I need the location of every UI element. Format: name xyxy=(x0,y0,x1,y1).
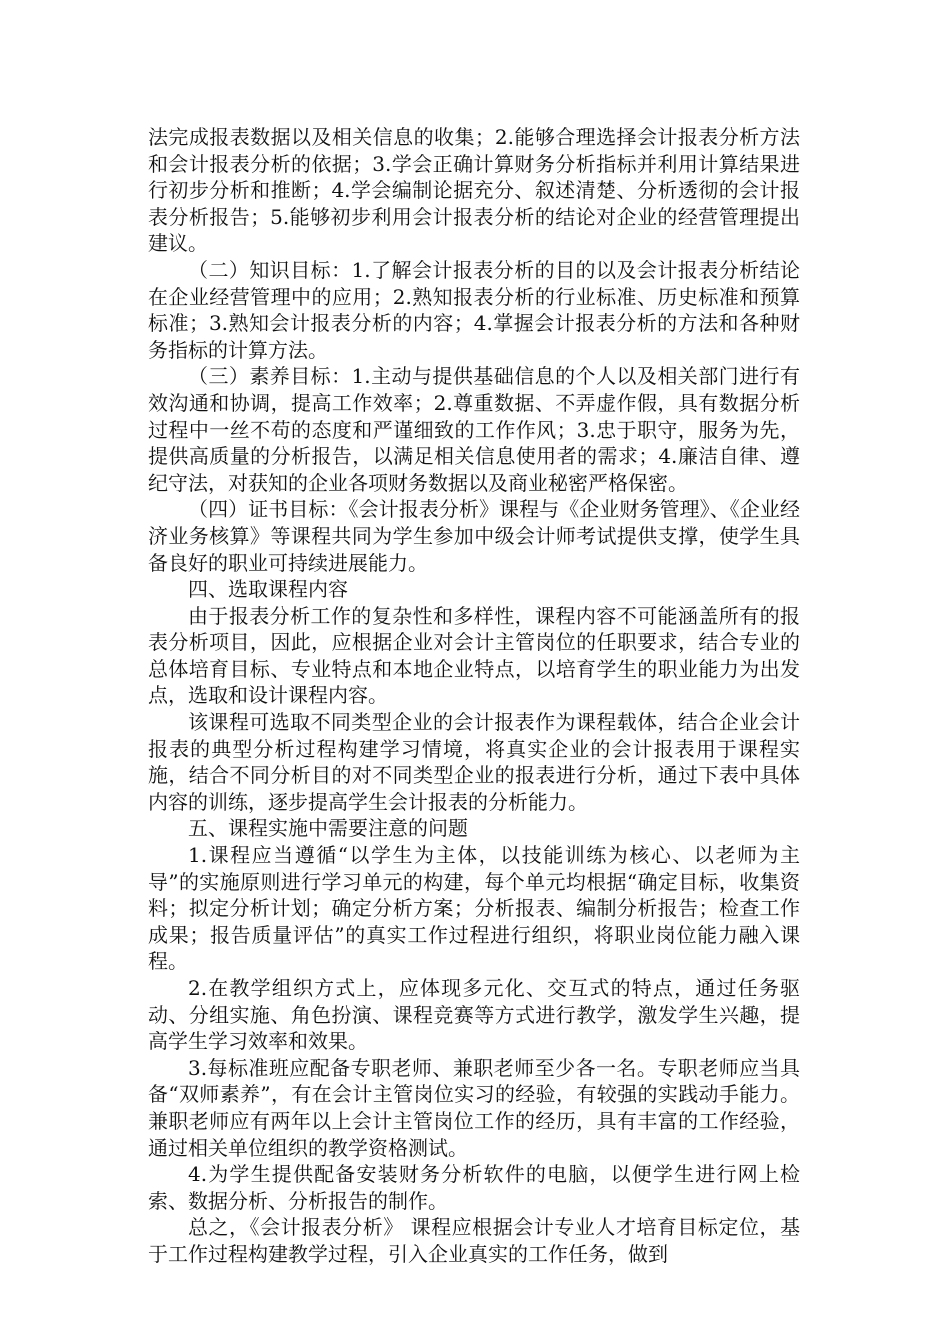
document-body xyxy=(148,124,800,1268)
paragraph-issue-3: 3.每标准班应配备专职老师、兼职老师至少各一名。专职老师应当具备“双师素养”，有在会计主管岗位实习的经验，有较强的实践动手能力。兼职老师应有两年以上会计主管岗位工作的经历，具有丰富的工作经验，通过相关单位组织的教学资格测试。 xyxy=(148,1055,800,1160)
paragraph-skill-goals-continued: 法完成报表数据以及相关信息的收集；2.能够合理选择会计报表分析方法和会计报表分析的依据；3.学会正确计算财务分析指标并利用计算结果进行初步分析和推断；4.学会编制论据充分、叙述清楚、分析透彻的会计报表分析报告；5.能够初步利用会计报表分析的结论对企业的经营管理提出建议。 xyxy=(148,125,800,256)
paragraph-issue-4: 4.为学生提供配备安装财务分析软件的电脑，以便学生进行网上检索、数据分析、分析报告的制作。 xyxy=(148,1162,800,1213)
paragraph-conclusion: 总之，《会计报表分析》 课程应根据会计专业人才培育目标定位，基于工作过程构建教学过程，引入企业真实的工作任务，做到 xyxy=(148,1215,800,1266)
section-heading-implementation-issues: 五、课程实施中需要注意的问题 xyxy=(188,816,468,841)
paragraph-issue-2: 2.在教学组织方式上，应体现多元化、交互式的特点，通过任务驱动、分组实施、角色扮演、课程竞赛等方式进行教学，激发学生兴趣，提高学生学习效率和效果。 xyxy=(148,976,800,1054)
paragraph-quality-goals: （三）素养目标：1.主动与提供基础信息的个人以及相关部门进行有效沟通和协调，提高工作效率；2.尊重数据、不弄虚作假，具有数据分析过程中一丝不苟的态度和严谨细致的工作作风；3.忠于职守，服务为先，提供高质量的分析报告，以满足相关信息使用者的需求；4.廉洁自律、遵纪守法，对获知的企业各项财务数据以及商业秘密严格保密。 xyxy=(148,364,800,495)
paragraph-certificate-goals: （四）证书目标：《会计报表分析》课程与《企业财务管理》、《企业经济业务核算》等课程共同为学生参加中级会计师考试提供支撑，使学生具备良好的职业可持续进展能力。 xyxy=(148,497,800,575)
paragraph-knowledge-goals: （二）知识目标：1.了解会计报表分析的目的以及会计报表分析结论在企业经营管理中的应用；2.熟知报表分析的行业标准、历史标准和预算标准；3.熟知会计报表分析的内容；4.掌握会计报表分析的方法和各种财务指标的计算方法。 xyxy=(148,257,800,362)
paragraph-course-carrier: 该课程可选取不同类型企业的会计报表作为课程载体，结合企业会计报表的典型分析过程构建学习情境，将真实企业的会计报表用于课程实施，结合不同分析目的对不同类型企业的报表进行分析，通过下表中具体内容的训练，逐步提高学生会计报表的分析能力。 xyxy=(148,710,800,814)
paragraph-issue-1: 1.课程应当遵循“以学生为主体，以技能训练为核心、以老师为主导”的实施原则进行学习单元的构建，每个单元均根据“确定目标，收集资料；拟定分析计划；确定分析方案；分析报表、编制分析报告；检查工作成果；报告质量评估”的真实工作过程进行组织，将职业岗位能力融入课程。 xyxy=(148,843,800,974)
section-heading-course-content: 四、选取课程内容 xyxy=(188,577,348,602)
paragraph-course-content-selection: 由于报表分析工作的复杂性和多样性，课程内容不可能涵盖所有的报表分析项目，因此，应根据企业对会计主管岗位的任职要求，结合专业的总体培育目标、专业特点和本地企业特点，以培育学生的职业能力为出发点，选取和设计课程内容。 xyxy=(148,603,800,708)
